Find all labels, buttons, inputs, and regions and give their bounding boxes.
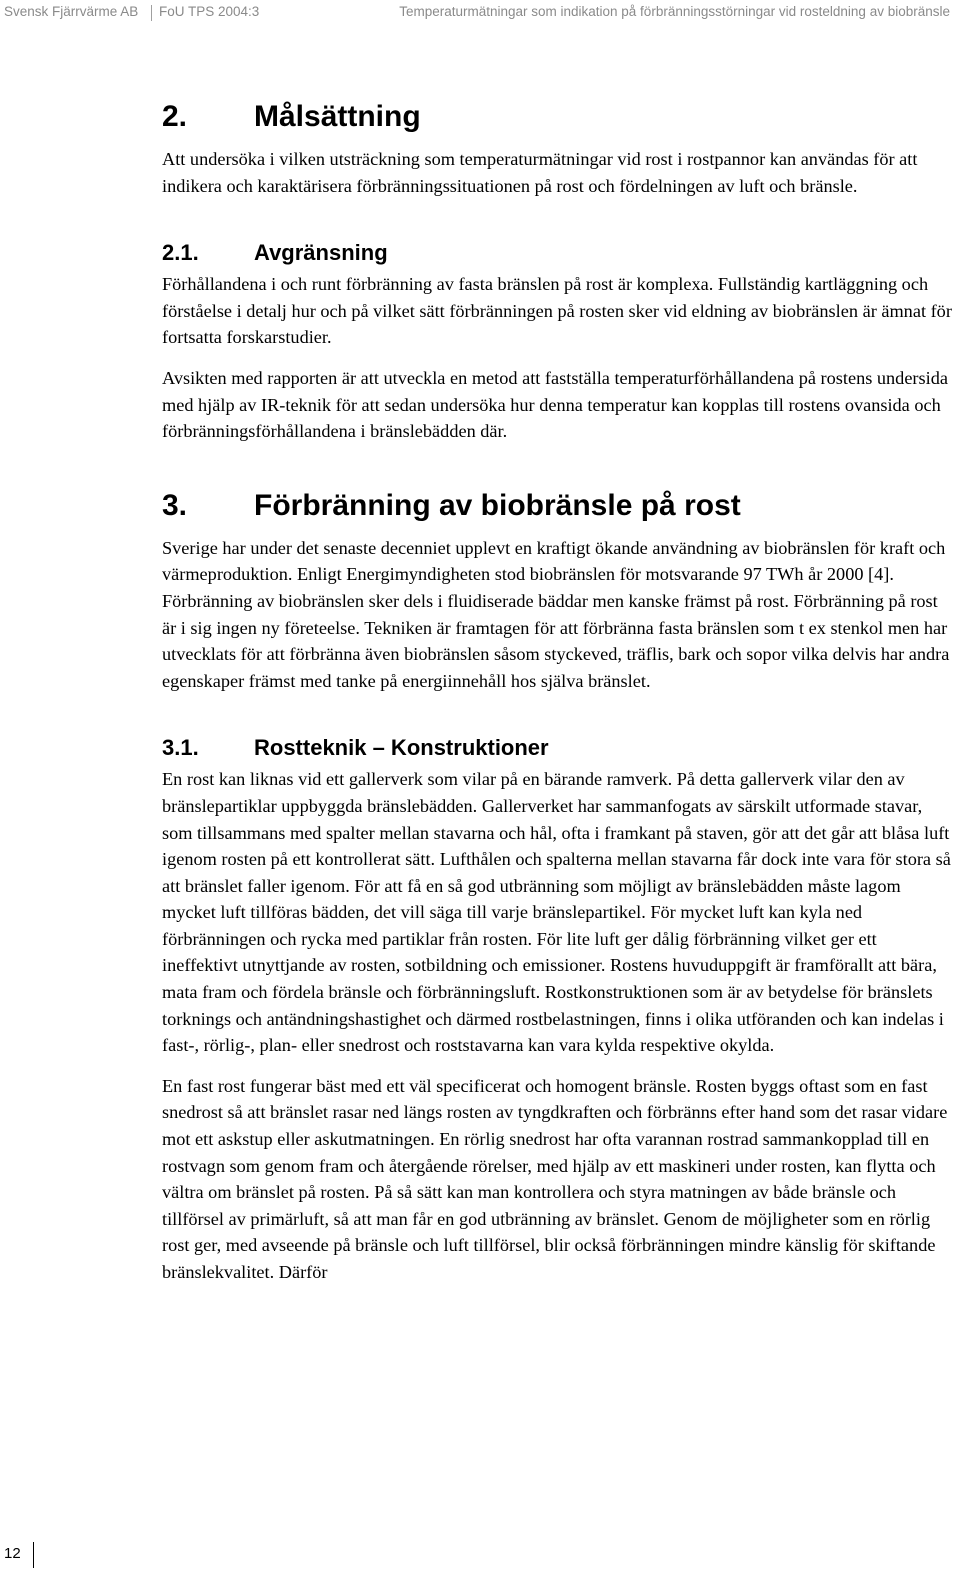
section-heading-2-1 <box>162 239 952 267</box>
header-document-title: Temperaturmätningar som indikation på förbränningsstörningar vid rosteldning av biobränsle <box>399 4 950 19</box>
header-organization: Svensk Fjärrvärme AB <box>4 4 139 19</box>
section-title: Målsättning <box>254 100 421 133</box>
section-number: 2.1. <box>162 240 199 266</box>
section-number: 3.1. <box>162 735 199 761</box>
section-number: 3. <box>162 488 188 522</box>
paragraph: Förhållandena i och runt förbränning av fasta bränslen på rost är komplexa. Fullständig kartläggning och förståelse i detalj hur och på vilket sätt förbränningen på rosten sker vid eldning av biobränslen är ämnat för fortsatta forskarstudier. <box>162 274 952 348</box>
section-heading-2 <box>162 98 952 136</box>
header-separator <box>151 5 152 21</box>
paragraph: Att undersöka i vilken utsträckning som temperaturmätningar vid rost i rostpannor kan användas för att indikera och karaktärisera förbränningssituationen på rost och fördelningen av luft och bränsle. <box>162 149 918 196</box>
section-heading-3-1 <box>162 734 952 762</box>
section-title: Avgränsning <box>254 240 388 266</box>
page-number: 12 <box>4 1545 21 1562</box>
section-number: 2. <box>162 100 188 133</box>
paragraph: Avsikten med rapporten är att utveckla en metod att fastställa temperaturförhållandena på rostens undersida med hjälp av IR-teknik för att sedan undersöka hur denna temperatur kan kopplas till rostens ovansida och förbränningsförhållandena i bränslebädden där. <box>162 367 948 442</box>
running-header <box>4 4 950 24</box>
paragraph: En rost kan liknas vid ett gallerverk som vilar på en bärande ramverk. På detta gallerverk vilar den av bränslepartiklar uppbyggda bränslebädden. Gallerverket har sammanfogats av särskilt utformade stavar, som tillsammans med spalter mellan stavarna och hål, ofta i framkant på staven, gör att det går att blåsa luft igenom rosten på ett kontrollerat sätt. Lufthålen och spalterna mellan stavarna får dock inte vara för stora så att bränslet faller igenom. För att få en så god utbränning som möjligt av bränslebädden måste lagom mycket luft tillföras bädden, det vill säga till varje bränslepartikel. För mycket luft kan kyla ned förbränningen och rycka med partiklar från rosten. För lite luft ger dålig förbränning vilket ger ett ineffektivt utnyttjande av rosten, sotbildning och emissioner. Rostens huvuduppgift är framförallt att bära, mata fram och fördela bränsle och förbränningsluft. Rostkonstruktionen som är av betydelse för bränslets torknings och antändningshastighet och därmed rostbelastningen, finns i olika utföranden och kan indelas i fast-, rörlig-, plan- eller snedrost och roststavarna kan vara kylda respektive okylda. <box>162 769 951 1056</box>
header-report-id: FoU TPS 2004:3 <box>159 4 260 19</box>
page-footer <box>0 1540 60 1570</box>
section-title: Förbränning av biobränsle på rost <box>254 488 741 522</box>
section-title: Rostteknik – Konstruktioner <box>254 735 549 761</box>
paragraph: En fast rost fungerar bäst med ett väl specificerat och homogent bränsle. Rosten byggs oftast som en fast snedrost så att bränslet rasar ned längs rosten av tyngdkraften och förbränns efter hand som det rasar vidare mot ett askstup eller askutmatningen. En rörlig snedrost har ofta varannan rostrad sammankopplad till en rostvagn som genom fram och återgående rörelser, med hjälp av ett maskineri under rosten, kan flytta och vältra om bränslet på rosten. På så sätt kan man kontrollera och styra matningen av både bränsle och tillförsel av primärluft, så att man får en god utbränning av bränslet. Genom de möjligheter som en rörlig rost ger, med avseende på bränsle och luft tillförsel, blir också förbränningen mindre känslig för skiftande bränslekvalitet. Därför <box>162 1075 948 1282</box>
page-number-rule <box>33 1542 34 1568</box>
paragraph: Sverige har under det senaste decenniet upplevt en kraftigt ökande användning av biobränslen för kraft och värmeproduktion. Enligt Energimyndigheten stod biobränslen för motsvarande 97 TWh år 2000 [4]. Förbränning av biobränslen sker dels i fluidiserade bäddar men kanske främst på rost. Förbränning på rost är i sig ingen ny företeelse. Tekniken är framtagen för att förbränna fasta bränslen som t ex stenkol men har utvecklats för att förbränna även biobränslen såsom styckeved, träflis, bark och sopor vilka delvis har andra egenskaper främst med tanke på energiinnehåll hos själva bränslet. <box>162 537 950 691</box>
page-body <box>162 98 952 1286</box>
section-heading-3 <box>162 487 952 525</box>
